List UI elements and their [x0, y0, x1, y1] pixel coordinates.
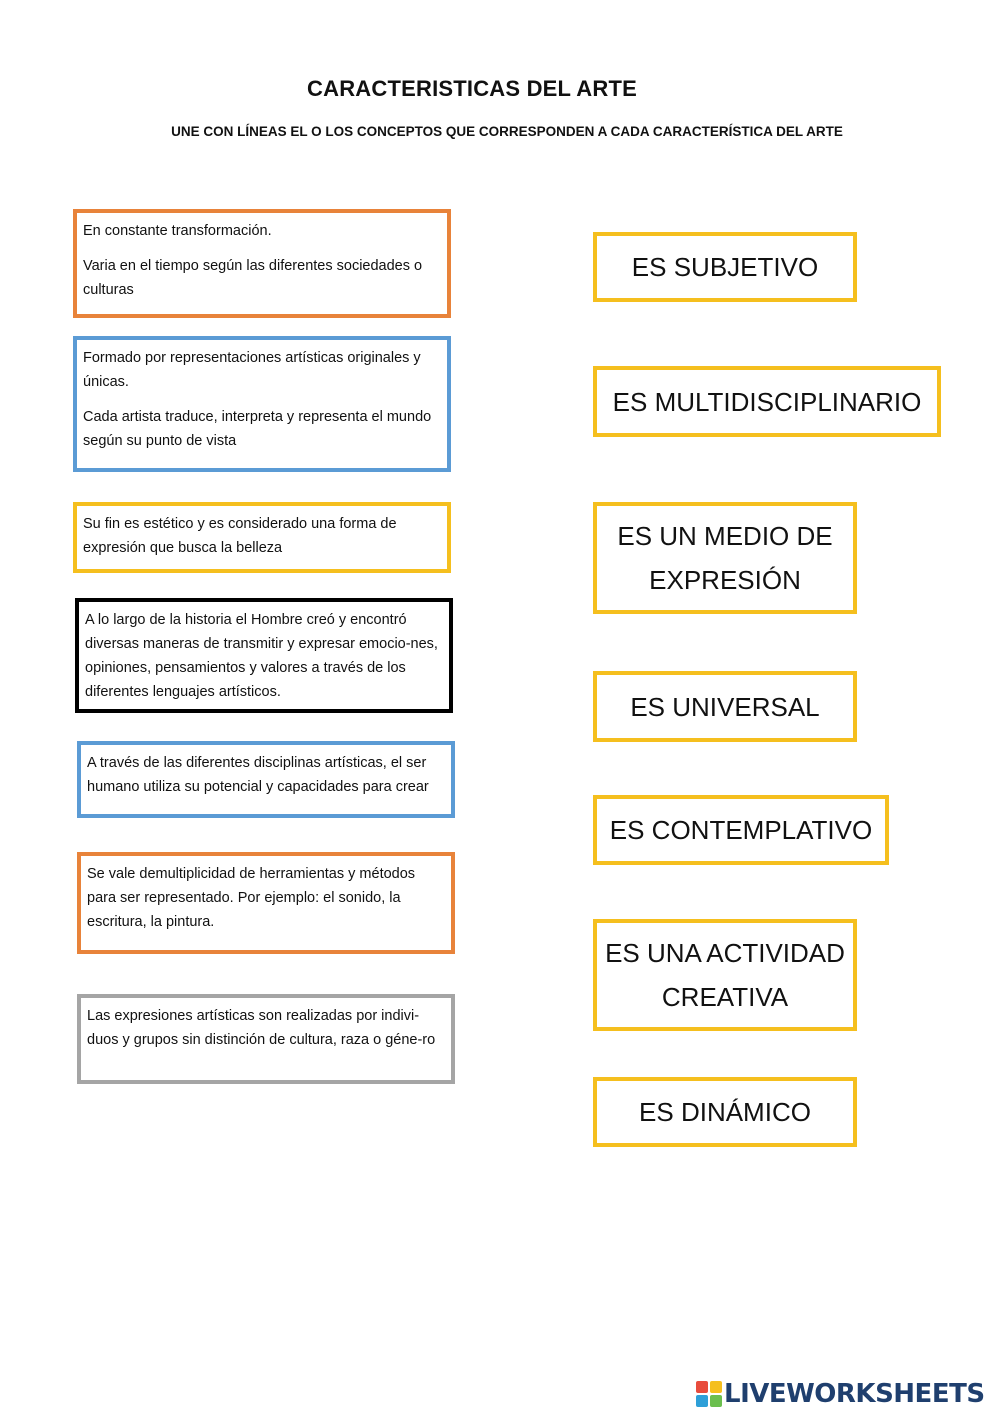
description-box-3[interactable]: [73, 502, 451, 573]
description-box-5[interactable]: [77, 741, 455, 818]
description-2-text-b: Cada artista traduce, interpreta y representa el mundo según su punto de vista: [83, 409, 432, 449]
description-box-4[interactable]: [75, 598, 453, 713]
description-box-6[interactable]: [77, 852, 455, 954]
characteristic-box-dinamico[interactable]: ES DINÁMICO: [593, 1077, 857, 1147]
description-7-text: Las expresiones artísticas son realizadas por indivi-duos y grupos sin distinción de cultura, raza o géne-ro: [87, 1008, 436, 1048]
characteristic-box-actividad-creativa[interactable]: ES UNA ACTIVIDAD CREATIVA: [593, 919, 857, 1031]
description-5-text: A través de las diferentes disciplinas artísticas, el ser humano utiliza su potencial y capacidades para crear: [87, 755, 429, 795]
description-box-2[interactable]: [73, 336, 451, 472]
description-box-7[interactable]: [77, 994, 455, 1084]
characteristic-box-contemplativo[interactable]: ES CONTEMPLATIVO: [593, 795, 889, 865]
characteristic-box-subjetivo[interactable]: ES SUBJETIVO: [593, 232, 857, 302]
description-4-text: A lo largo de la historia el Hombre creó y encontró diversas maneras de transmitir y expresar emocio-nes, opiniones, pensamientos y valores a través de los diferentes lenguajes artísticos.: [85, 612, 438, 700]
liveworksheets-logo-icon: [696, 1381, 722, 1407]
description-3-text: Su fin es estético y es considerado una forma de expresión que busca la belleza: [83, 516, 397, 556]
description-6-text: Se vale demultiplicidad de herramientas y métodos para ser representado. Por ejemplo: el sonido, la escritura, la pintura.: [87, 866, 416, 930]
description-1-text-b: Varia en el tiempo según las diferentes sociedades o culturas: [83, 258, 423, 298]
liveworksheets-logo: [696, 1377, 985, 1411]
characteristic-box-universal[interactable]: ES UNIVERSAL: [593, 671, 857, 742]
description-2-text-a: Formado por representaciones artísticas originales y únicas.: [83, 350, 421, 390]
characteristic-box-multidisciplinario[interactable]: ES MULTIDISCIPLINARIO: [593, 366, 941, 437]
description-1-text-a: En constante transformación.: [83, 223, 272, 239]
liveworksheets-logo-text: LIVEWORKSHEETS: [724, 1379, 985, 1409]
worksheet-title: CARACTERISTICAS DEL ARTE: [307, 76, 637, 101]
worksheet-instructions: UNE CON LÍNEAS EL O LOS CONCEPTOS QUE CORRESPONDEN A CADA CARACTERÍSTICA DEL ARTE: [171, 124, 843, 139]
characteristic-box-medio-de-expresion[interactable]: ES UN MEDIO DE EXPRESIÓN: [593, 502, 857, 614]
description-box-1[interactable]: [73, 209, 451, 318]
